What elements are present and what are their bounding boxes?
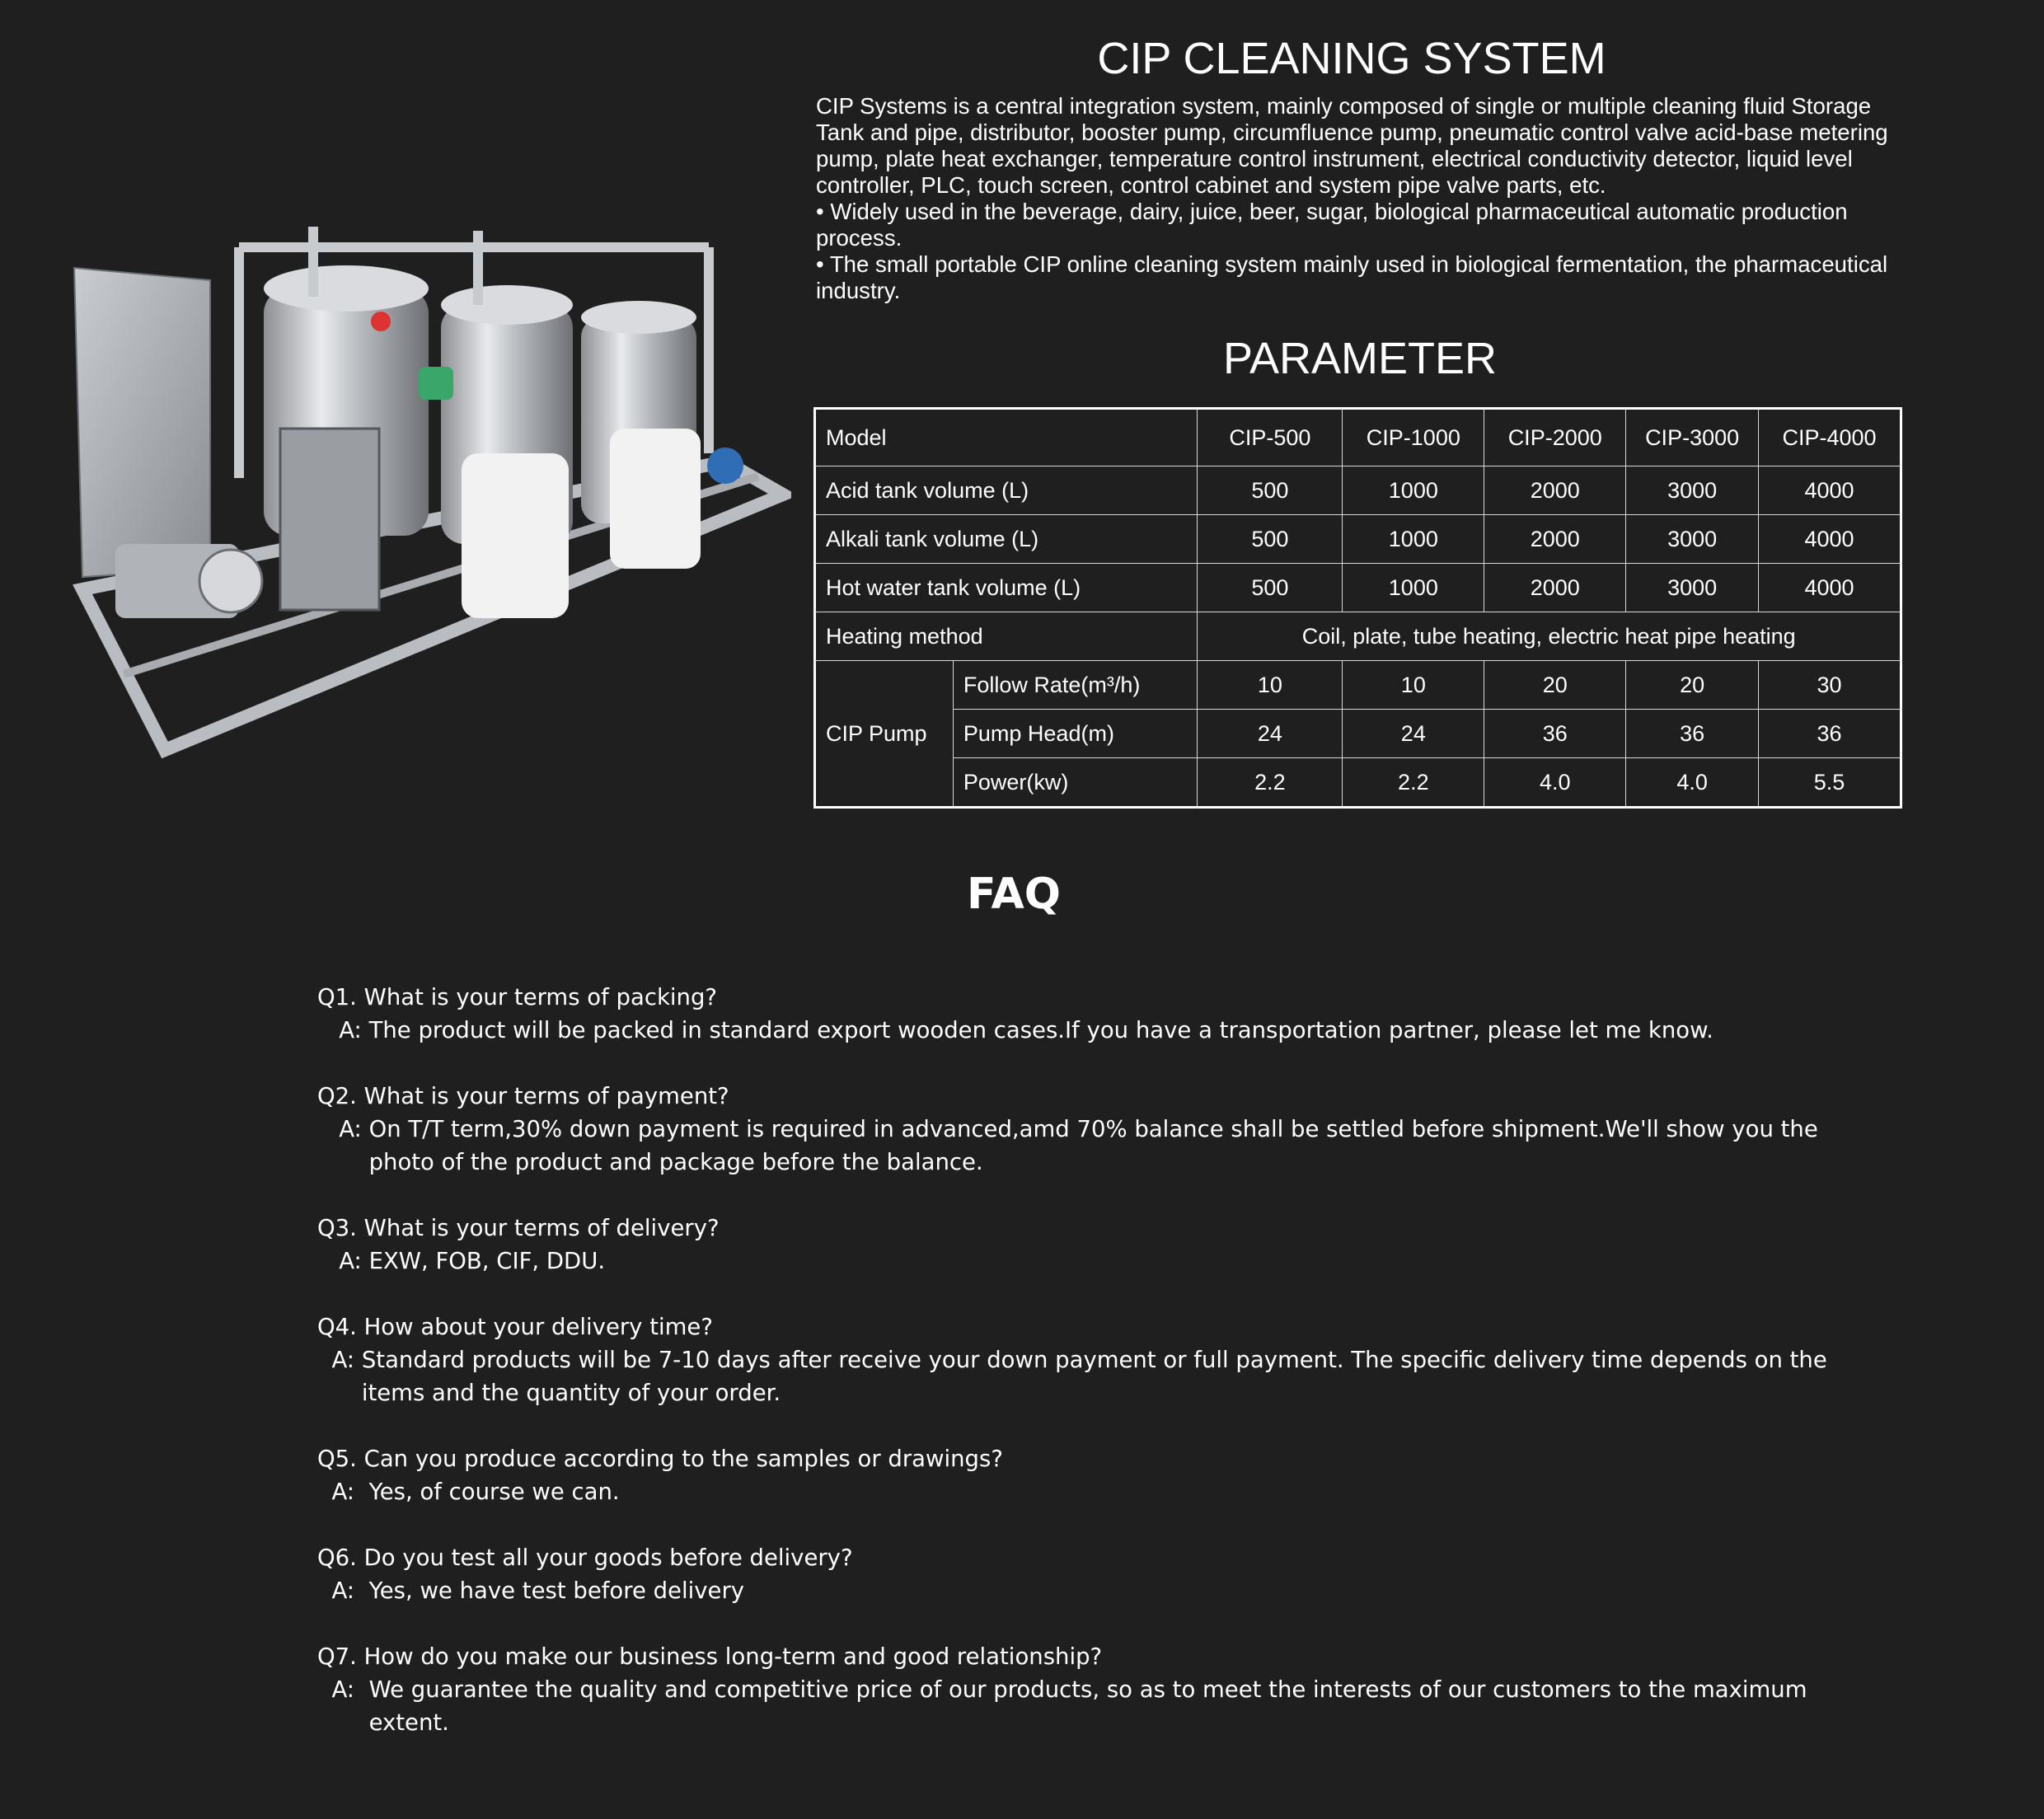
parameter-table: [813, 407, 1902, 809]
table-header-model: Model: [815, 409, 1198, 466]
description-paragraph: CIP Systems is a central integration system, mainly composed of single or multiple cleaning fluid Storage Tank and pipe, distributor, booster pump, circumfluence pump, pneumatic control valve acid-base metering pump, plate heat exchanger, temperature control instrument, electrical conductivity detector, liquid level controller, PLC, touch screen, control cabinet and system pipe valve parts, etc.: [816, 93, 1888, 198]
faq-answer-prefix: A:: [317, 1116, 369, 1142]
cip-pump: [115, 544, 262, 618]
table-cell: 20: [1484, 661, 1626, 710]
model-header-cell: CIP-3000: [1626, 409, 1759, 466]
faq-item: [317, 981, 1883, 1047]
table-cell: 4.0: [1626, 758, 1759, 808]
red-valve: [371, 312, 391, 331]
table-cell: 1000: [1343, 564, 1484, 612]
table-cell: 4000: [1759, 564, 1901, 612]
row-label: Power(kw): [953, 758, 1198, 808]
faq-answer-prefix: A:: [317, 1676, 369, 1703]
table-cell: 2.2: [1343, 758, 1484, 808]
faq-list: [317, 981, 1883, 1772]
faq-answer: Standard products will be 7-10 days after receive your down payment or full payment. The specific delivery time depends on the items and the quantity of your order.: [361, 1347, 1827, 1406]
faq-question: Q2. What is your terms of payment?: [317, 1083, 729, 1109]
table-cell: 24: [1343, 710, 1484, 758]
row-label: Hot water tank volume (L): [815, 564, 1198, 612]
faq-answer-prefix: A:: [317, 1578, 369, 1604]
faq-question: Q6. Do you test all your goods before delivery?: [317, 1545, 853, 1571]
model-header-cell: CIP-500: [1198, 409, 1343, 466]
faq-answer-prefix: A:: [317, 1017, 369, 1043]
faq-item: [317, 1212, 1883, 1278]
description-bullet: • The small portable CIP online cleaning system mainly used in biological fermentation, the pharmaceutical industry.: [816, 251, 1888, 303]
table-row: [815, 612, 1901, 661]
plate-heat-exchanger: [280, 429, 379, 610]
table-cell: 2000: [1484, 466, 1626, 515]
table-row: [815, 409, 1901, 466]
table-cell: 1000: [1343, 515, 1484, 564]
table-cell: 2.2: [1198, 758, 1343, 808]
faq-answer-prefix: A:: [317, 1479, 369, 1505]
faq-answer: The product will be packed in standard export wooden cases.If you have a transportation partner, please let me know.: [368, 1017, 1713, 1043]
faq-answer: We guarantee the quality and competitive price of our products, so as to meet the interests of our customers to the maximum extent.: [368, 1676, 1807, 1736]
table-cell: 3000: [1626, 564, 1759, 612]
table-row: [815, 710, 1901, 758]
table-row: [815, 466, 1901, 515]
system-description: [816, 93, 1920, 304]
faq-item: [317, 1080, 1883, 1179]
faq-item: [317, 1640, 1883, 1739]
faq-item: [317, 1541, 1883, 1607]
model-header-cell: CIP-2000: [1484, 409, 1626, 466]
table-cell: 36: [1626, 710, 1759, 758]
table-cell: 3000: [1626, 515, 1759, 564]
table-cell: 1000: [1343, 466, 1484, 515]
faq-question: Q7. How do you make our business long-term and good relationship?: [317, 1643, 1103, 1670]
table-row: [815, 564, 1901, 612]
faq-answer-prefix: A:: [317, 1248, 369, 1274]
table-cell: 4000: [1759, 466, 1901, 515]
table-cell: 30: [1759, 661, 1901, 710]
row-label: Alkali tank volume (L): [815, 515, 1198, 564]
table-cell: 4000: [1759, 515, 1901, 564]
table-cell: 3000: [1626, 466, 1759, 515]
table-cell: 24: [1198, 710, 1343, 758]
table-row: [815, 758, 1901, 808]
parameter-title: PARAMETER: [1222, 334, 1498, 383]
table-cell: 500: [1198, 515, 1343, 564]
page-title: CIP CLEANING SYSTEM: [1097, 34, 1606, 83]
heating-method-value: Coil, plate, tube heating, electric heat pipe heating: [1198, 612, 1901, 661]
row-label: Acid tank volume (L): [815, 466, 1198, 515]
blue-motor: [707, 448, 743, 484]
faq-answer: Yes, of course we can.: [368, 1479, 620, 1505]
faq-answer-prefix: A:: [317, 1347, 362, 1373]
table-cell: 2000: [1484, 515, 1626, 564]
table-cell: 10: [1343, 661, 1484, 710]
table-cell: 2000: [1484, 564, 1626, 612]
chemical-dosing-tank: [610, 429, 701, 569]
faq-question: Q5. Can you produce according to the samples or drawings?: [317, 1446, 1003, 1472]
faq-item: [317, 1310, 1883, 1409]
table-row: [815, 661, 1901, 710]
table-cell: 4.0: [1484, 758, 1626, 808]
control-cabinet: [74, 268, 210, 577]
row-label: Follow Rate(m³/h): [953, 661, 1198, 710]
model-header-cell: CIP-1000: [1343, 409, 1484, 466]
model-header-cell: CIP-4000: [1759, 409, 1901, 466]
faq-answer: On T/T term,30% down payment is required in advanced,amd 70% balance shall be settled before shipment.We'll show you the photo of the product and package before the balance.: [368, 1116, 1818, 1175]
row-label: Heating method: [815, 612, 1198, 661]
table-cell: 36: [1759, 710, 1901, 758]
table-row: [815, 515, 1901, 564]
faq-answer: EXW, FOB, CIF, DDU.: [368, 1248, 606, 1274]
row-label: Pump Head(m): [953, 710, 1198, 758]
faq-answer: Yes, we have test before delivery: [368, 1578, 745, 1604]
green-control-valve: [419, 367, 453, 400]
table-cell: 36: [1484, 710, 1626, 758]
table-cell: 500: [1198, 564, 1343, 612]
table-cell: 10: [1198, 661, 1343, 710]
faq-item: [317, 1442, 1883, 1508]
cip-system-product-photo: [66, 181, 791, 775]
faq-question: Q4. How about your delivery time?: [317, 1314, 713, 1340]
table-cell: 5.5: [1759, 758, 1901, 808]
table-cell: 20: [1626, 661, 1759, 710]
cip-pump-label: CIP Pump: [815, 661, 954, 808]
faq-question: Q3. What is your terms of delivery?: [317, 1215, 720, 1241]
faq-title: FAQ: [966, 870, 1061, 919]
description-bullet: • Widely used in the beverage, dairy, juice, beer, sugar, biological pharmaceutical automatic production process.: [816, 199, 1848, 251]
chemical-dosing-tank: [462, 453, 569, 618]
table-cell: 500: [1198, 466, 1343, 515]
faq-question: Q1. What is your terms of packing?: [317, 984, 718, 1010]
